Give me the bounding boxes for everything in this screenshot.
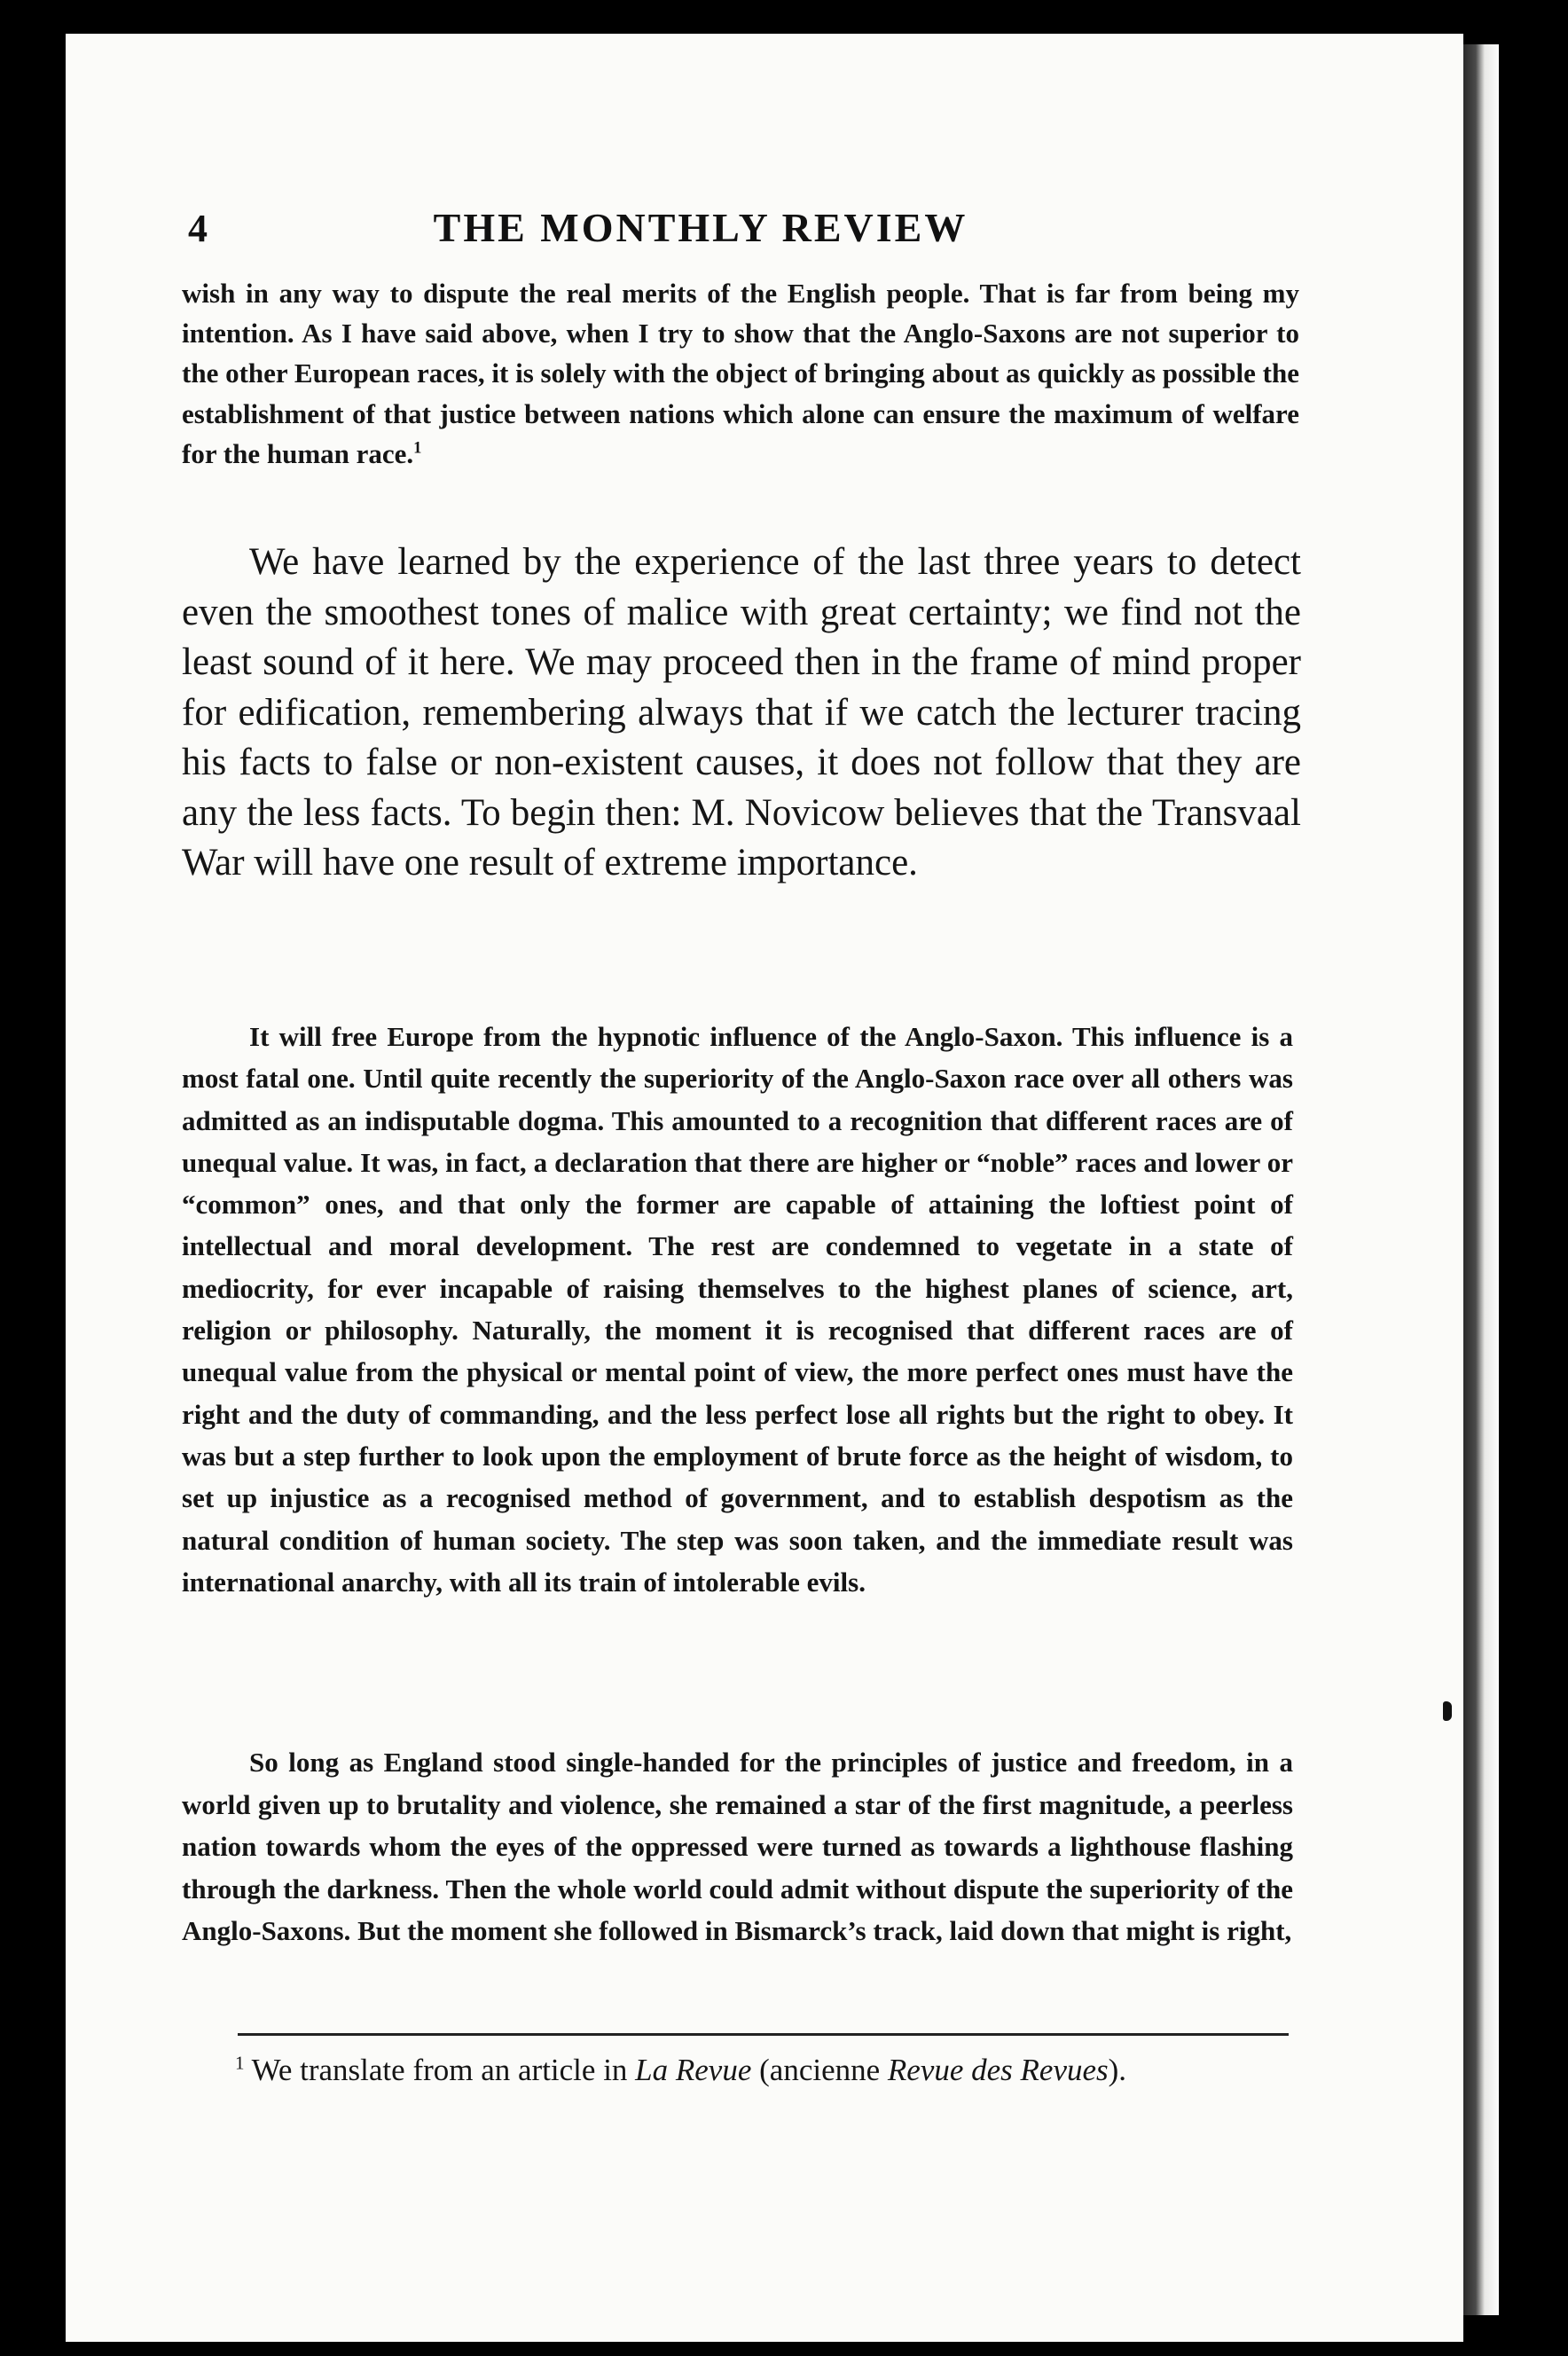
page-number: 4 xyxy=(188,207,208,250)
footnote-number: 1 xyxy=(235,2052,245,2074)
footnote xyxy=(235,2049,1299,2092)
footnote-reference: 1 xyxy=(413,438,422,458)
paragraph-2-text: We have learned by the experience of the last three years to detect even the smoothest tones of malice with great certainty; we find not the least sound of it here. We may proceed then in the frame of mind proper for edification, remembering always that if we catch the lecturer tracing his facts to false or non-existent causes, it does not follow that they are any the less facts. To begin then: M. Novicow believes that the Transvaal War will have one result of extreme importance. xyxy=(182,541,1301,884)
quoted-extract xyxy=(182,1016,1293,1603)
reviewer-commentary xyxy=(182,538,1301,889)
footnote-journal-old: Revue des Revues xyxy=(887,2053,1109,2087)
paragraph-3-text: It will free Europe from the hypnotic influence of the Anglo-Saxon. This influence is a most fatal one. Until quite recently the superiority of the Anglo-Saxon race over all others was admitted as an indisputable dogma. This amounted to a recognition that different races are of unequal value. It was, in fact, a declaration that there are higher or “noble” races and lower or “common” ones, and that only the former are capable of attaining the loftiest point of intellectual and moral development. The rest are condemned to vegetate in a state of mediocrity, for ever incapable of raising themselves to the highest planes of science, art, religion or philosophy. Naturally, the moment it is recognised that different races are of unequal value from the physical or mental point of view, the more perfect ones must have the right and the duty of commanding, and the less perfect lose all rights but the right to obey. It was but a step further to look upon the employment of brute force as the height of wisdom, to set up injustice as a recognised method of government, and to establish despotism as the natural condition of human society. The step was soon taken, and the immediate result was international anarchy, with all its train of intolerable evils. xyxy=(182,1021,1293,1598)
paragraph-1-text: wish in any way to dispute the real merits of the English people. That is far from being my intention. As I have said above, when I try to show that the Anglo-Saxons are not superior to the other European races, it is solely with the object of bringing about as quickly as possible the establishment of that justice between nations which alone can ensure the maximum of welfare for the human race. xyxy=(182,278,1299,469)
footnote-text-middle: (ancienne xyxy=(759,2053,881,2087)
paragraph-4-text: So long as England stood single-handed for the principles of justice and freedom, in a world given up to brutality and violence, she remained a star of the first magnitude, a peerless nation towards whom the eyes of the oppressed were turned as towards a lighthouse flashing through the darkness. Then the whole world could admit without dispute the superiority of the Anglo-Saxons. But the moment she followed in Bismarck’s track, laid down that might is right, xyxy=(182,1747,1293,1946)
running-head: THE MONTHLY REVIEW xyxy=(433,205,968,250)
page-edge-shadow xyxy=(1463,44,1499,2315)
paragraph-continuation xyxy=(182,273,1299,474)
footnote-text-after: ). xyxy=(1108,2053,1127,2087)
edge-mark xyxy=(1443,1701,1452,1721)
footnote-journal: La Revue xyxy=(635,2053,752,2087)
quoted-extract-continued xyxy=(182,1741,1293,1952)
footnote-rule xyxy=(238,2033,1289,2036)
footnote-text-before: We translate from an article in xyxy=(251,2053,628,2087)
